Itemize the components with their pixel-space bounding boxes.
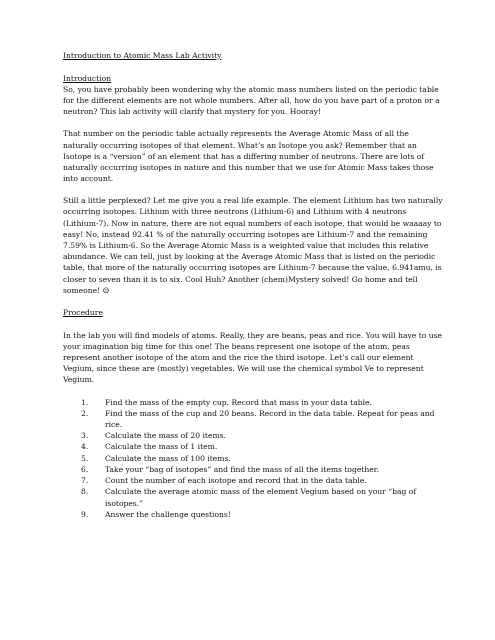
list-item <box>81 430 443 441</box>
intro-paragraph-1: So, you have probably been wondering why the atomic mass numbers listed on the periodic table for the different elements are not whole numbers. After all, how do you have part of a proton or a neutron? This lab activity will clarify that mystery for you. Hooray! <box>63 84 440 117</box>
list-item <box>81 453 443 464</box>
intro-paragraph-3: Still a little perplexed? Let me give you a real life example. The element Lithium has two naturally occurring isotopes. Lithium with three neutrons (Lithium-6) and Lithium with 4 neutrons (Lithium-7). Now in nature, there are not equal numbers of each isotope, that would be waaaay to easy! No, instead 92.41 % of the naturally occurring isotopes are Lithium-7 and the remaining 7.59% is Lithium-6. So the Average Atomic Mass is a weighted value that includes this relative abundance. We can tell, just by looking at the Average Atomic Mass that is listed on the periodic table, that more of the naturally occurring isotopes are Lithium-7 because the value, 6.941amu, is closer to seven than it is to six. Cool Huh? Another (chem)Mystery solved! Go home and tell someone! ☺ <box>63 196 443 295</box>
step-number: 8. <box>81 487 89 497</box>
step-number: 4. <box>81 442 89 452</box>
step-number: 1. <box>81 397 89 407</box>
step-text: Calculate the mass of 1 item. <box>105 442 218 452</box>
list-item <box>81 509 443 520</box>
step-text: Calculate the mass of 100 items. <box>105 453 231 463</box>
list-item <box>81 475 443 486</box>
step-number: 3. <box>81 431 89 441</box>
step-number: 7. <box>81 476 89 486</box>
step-text: Calculate the average atomic mass of the element Vegium based on your “bag of isotopes.” <box>105 487 417 508</box>
list-item <box>81 441 443 452</box>
intro-paragraph-2: That number on the periodic table actually represents the Average Atomic Mass of all the naturally occurring isotopes of that element. What’s an Isotope you ask? Remember that an Isotope is a “version” of an element that has a differing number of neutrons. There are lots of naturally occurring isotopes in nature and this number that we use for Atomic Mass takes those into account. <box>63 129 434 184</box>
step-text: Calculate the mass of 20 items. <box>105 431 226 441</box>
step-number: 2. <box>81 408 89 418</box>
step-number: 6. <box>81 464 89 474</box>
step-text: Answer the challenge questions! <box>105 509 231 519</box>
list-item <box>81 397 443 408</box>
introduction-heading: Introduction <box>63 73 112 83</box>
step-text: Take your “bag of isotopes” and find the mass of all the items together. <box>105 464 379 474</box>
step-text: Find the mass of the cup and 20 beans. Record in the data table. Repeat for peas and rice. <box>105 408 435 430</box>
step-number: 5. <box>81 453 89 463</box>
list-item <box>81 408 443 430</box>
step-text: Count the number of each isotope and record that in the data table. <box>105 476 367 486</box>
list-item <box>81 464 443 475</box>
document-page <box>63 50 443 520</box>
step-text: Find the mass of the empty cup. Record that mass in your data table. <box>105 397 372 407</box>
list-item <box>81 486 443 508</box>
procedure-heading: Procedure <box>63 308 103 318</box>
document-title: Introduction to Atomic Mass Lab Activity <box>63 51 222 60</box>
procedure-steps-list <box>63 397 443 520</box>
procedure-paragraph: In the lab you will find models of atoms. Really, they are beans, peas and rice. You will have to use your imagination big time for this one! The beans represent one isotope of the atom, peas represent another isotope of the atom and the rice the third isotope. Let’s call our element Vegium, since these are (mostly) vegetables. We will use the chemical symbol Ve to represent Vegium. <box>63 330 443 385</box>
step-number: 9. <box>81 509 89 519</box>
